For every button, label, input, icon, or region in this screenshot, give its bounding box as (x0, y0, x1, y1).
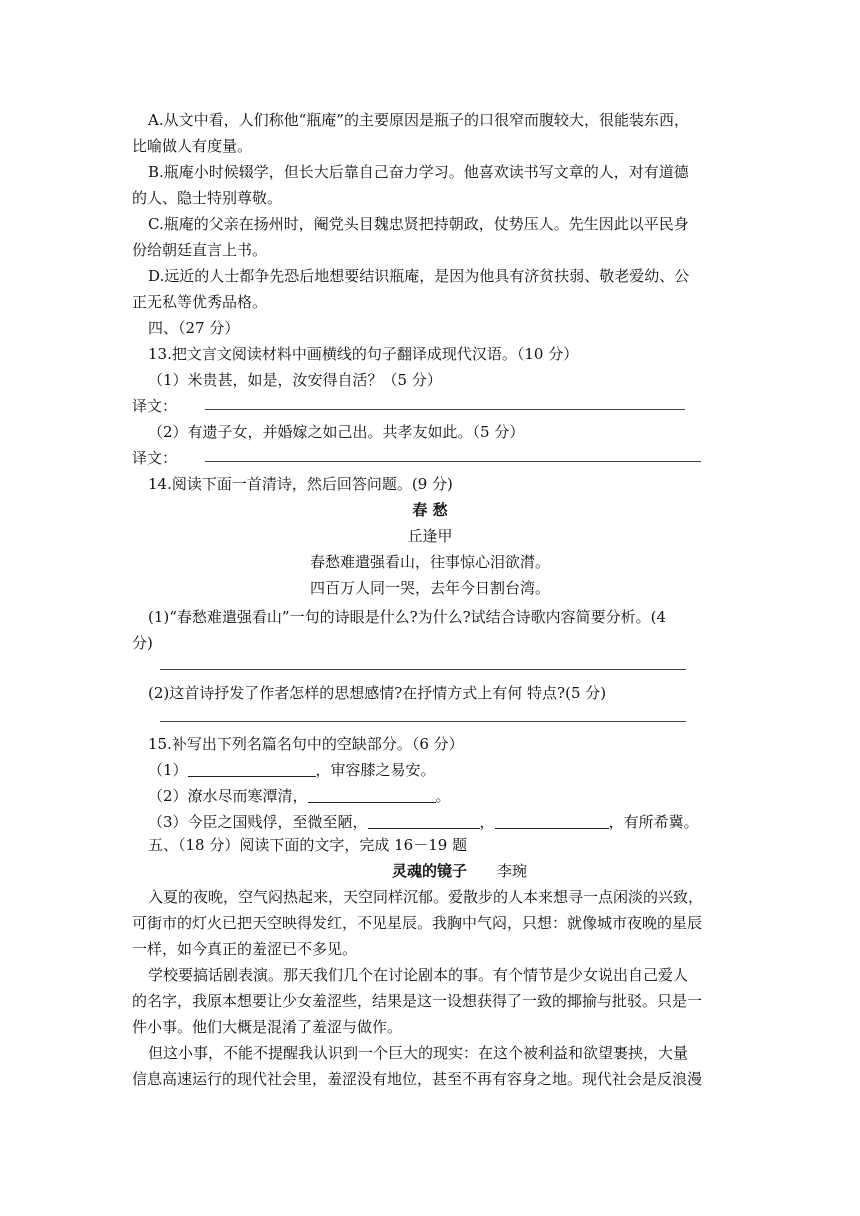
poem-line-1: 春愁难遣强看山，往事惊心泪欲潸。 (309, 553, 550, 571)
section5-heading: 五、（18 分）阅读下面的文字，完成 16－19 题 (148, 836, 468, 854)
paragraph-3-line2: 信息高速运行的现代社会里，羞涩没有地位，甚至不再有容身之地。现代社会是反浪漫 (132, 1070, 703, 1088)
q15-3-prefix: （3）今臣之国贱俘，至微至陋， (148, 813, 368, 831)
fill-blank-15-1[interactable] (188, 761, 316, 777)
q15-2-prefix: （2）潦水尽而寒潭清， (148, 787, 308, 805)
article-title: 灵魂的镜子 (392, 862, 468, 880)
section4-heading: 四、（27 分） (148, 319, 240, 337)
option-b-line2: 的人、隐士特别尊敬。 (132, 189, 283, 207)
question-13-1: （1）米贵甚，如是，汝安得自活？（5 分） (148, 371, 442, 389)
translation-answer-line-2[interactable] (205, 461, 701, 462)
translation-label-2: 译文： (132, 449, 178, 467)
question-15-2 (148, 783, 748, 809)
q15-1-suffix: ，审容膝之易安。 (315, 761, 436, 779)
paragraph-1-line1: 入夏的夜晚，空气闷热起来，天空同样沉郁。爱散步的人本来想寻一点闲淡的兴致， (148, 888, 704, 906)
q15-3-suffix: ，有所希冀。 (608, 813, 699, 831)
paragraph-1-line2: 可街市的灯火已把天空映得发红，不见星辰。我胸中气闷，只想：就像城市夜晚的星辰 (132, 914, 703, 932)
fill-blank-15-3a[interactable] (368, 813, 480, 829)
translation-answer-line-1[interactable] (205, 409, 685, 410)
question-13: 13.把文言文阅读材料中画横线的句子翻译成现代汉语。（10 分） (148, 345, 579, 363)
question-14: 14.阅读下面一首清诗，然后回答问题。(9 分) (148, 475, 453, 493)
poem-title: 春 愁 (412, 501, 448, 519)
question-13-2: （2）有遗子女，并婚嫁之如己出。共孝友如此。（5 分） (148, 423, 525, 441)
answer-line-14-1[interactable] (160, 669, 686, 670)
fill-blank-15-2[interactable] (308, 787, 436, 803)
option-c-line2: 份给朝廷直言上书。 (132, 241, 268, 259)
paragraph-2-line1: 学校要搞话剧表演。那天我们几个在讨论剧本的事。有个情节是少女说出自己爱人 (148, 966, 689, 984)
paragraph-1-line3: 一样，如今真正的羞涩已不多见。 (132, 940, 358, 958)
option-a-line2: 比喻做人有度量。 (132, 137, 253, 155)
article-author: 李琬 (497, 862, 528, 880)
question-14-1-line2: 分) (132, 634, 153, 652)
question-15: 15.补写出下列名篇名句中的空缺部分。（6 分） (148, 735, 464, 753)
translation-label-1: 译文： (132, 397, 178, 415)
question-14-1-line1: (1)“春愁难遣强看山”一句的诗眼是什么?为什么?试结合诗歌内容简要分析。(4 (148, 608, 667, 626)
q15-3-comma: ， (479, 813, 495, 831)
option-c-line1: C.瓶庵的父亲在扬州时，阉党头目魏忠贤把持朝政，仗势压人。先生因此以平民身 (148, 215, 689, 233)
q15-2-suffix: 。 (435, 787, 451, 805)
answer-line-14-2[interactable] (160, 721, 686, 722)
question-15-1 (148, 757, 748, 783)
option-d-line1: D.远近的人士都争先恐后地想要结识瓶庵，是因为他具有济贫扶弱、敬老爱幼、公 (148, 267, 690, 285)
fill-blank-15-3b[interactable] (495, 813, 609, 829)
paragraph-2-line2: 的名字，我原本想要让少女羞涩些，结果是这一设想获得了一致的揶揄与批驳。只是一 (132, 992, 703, 1010)
article-title-row (392, 858, 592, 884)
poem-author: 丘逢甲 (407, 527, 453, 545)
paragraph-3-line1: 但这小事，不能不提醒我认识到一个巨大的现实：在这个被利益和欲望裹挟，大量 (148, 1044, 689, 1062)
paragraph-2-line3: 件小事。他们大概是混淆了羞涩与做作。 (132, 1018, 403, 1036)
poem-line-2: 四百万人同一哭，去年今日割台湾。 (309, 579, 550, 597)
option-a-line1: A.从文中看，人们称他“瓶庵”的主要原因是瓶子的口很窄而腹较大，很能装东西， (148, 111, 689, 129)
question-14-2: (2)这首诗抒发了作者怎样的思想感情?在抒情方式上有何 特点?(5 分) (148, 684, 607, 702)
option-b-line1: B.瓶庵小时候辍学，但长大后靠自己奋力学习。他喜欢读书写文章的人，对有道德 (148, 163, 689, 181)
option-d-line2: 正无私等优秀品格。 (132, 293, 268, 311)
q15-1-prefix: （1） (148, 761, 188, 779)
